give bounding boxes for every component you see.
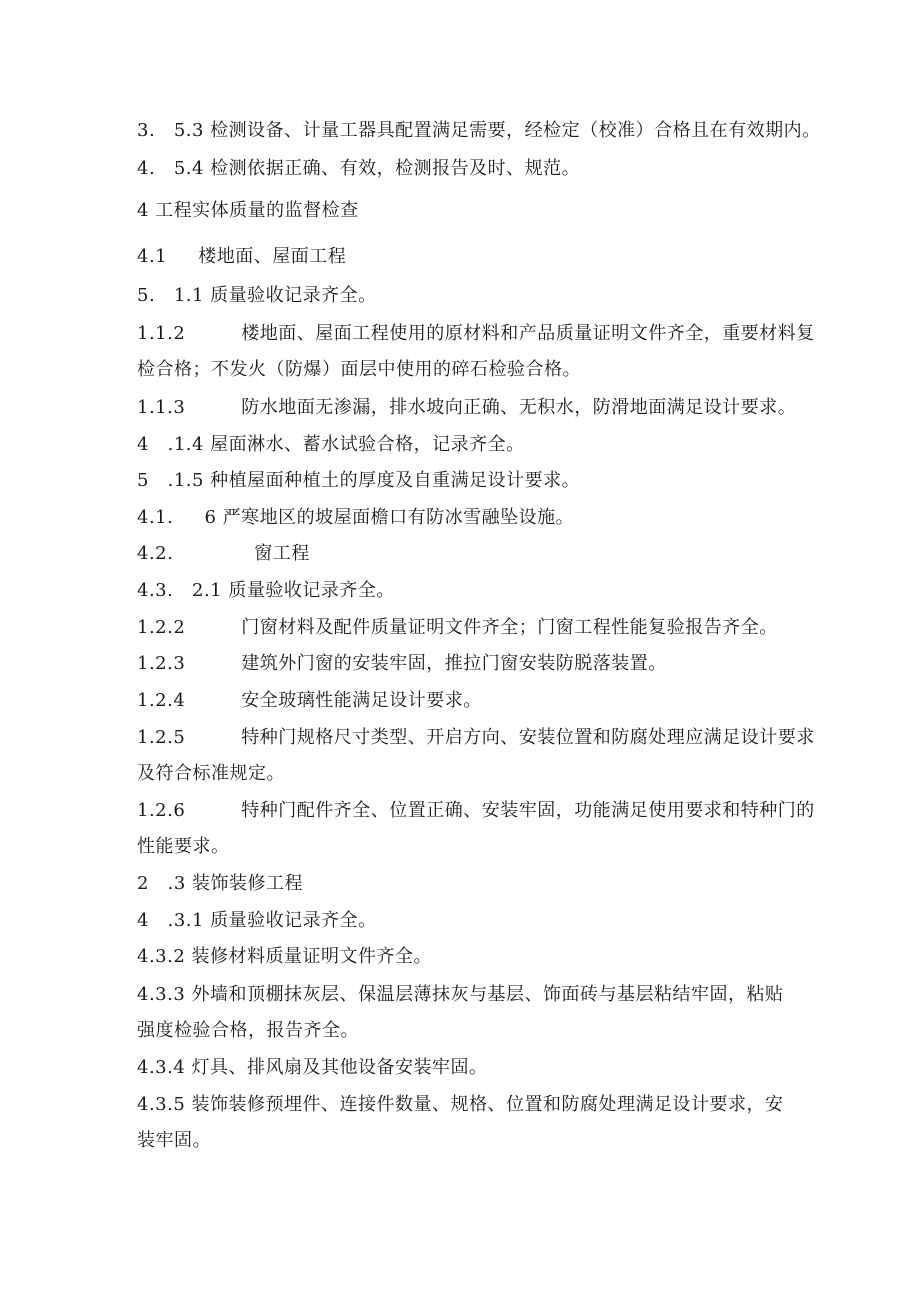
text-line: 4.3.2 装修材料质量证明文件齐全。: [137, 946, 433, 967]
text-line: 1.2.4 安全玻璃性能满足设计要求。: [137, 690, 482, 711]
text-line: 4.3.5 装饰装修预埋件、连接件数量、规格、位置和防腐处理满足设计要求，安: [137, 1094, 784, 1115]
text-line: 3. 5.3 检测设备、计量工器具配置满足需要，经检定（校准）合格且在有效期内。: [137, 120, 821, 141]
section-heading: 4 工程实体质量的监督检查: [137, 200, 359, 221]
subsection-heading: 2 .3 装饰装修工程: [137, 873, 304, 894]
subsection-heading: 4.2. 窗工程: [137, 543, 310, 564]
text-line: 4.3.4 灯具、排风扇及其他设备安装牢固。: [137, 1057, 488, 1078]
text-line: 装牢固。: [137, 1130, 211, 1151]
text-line: 1.2.6 特种门配件齐全、位置正确、安装牢固，功能满足使用要求和特种门的: [137, 800, 815, 821]
subsection-heading: 4.1 楼地面、屋面工程: [137, 246, 347, 267]
text-line: 检合格；不发火（防爆）面层中使用的碎石检验合格。: [137, 359, 581, 380]
text-line: 1.2.2 门窗材料及配件质量证明文件齐全；门窗工程性能复验报告齐全。: [137, 617, 778, 638]
text-line: 5 .1.5 种植屋面种植土的厚度及自重满足设计要求。: [137, 470, 581, 491]
text-line: 4.3. 2.1 质量验收记录齐全。: [137, 580, 395, 601]
text-line: 强度检验合格，报告齐全。: [137, 1020, 359, 1041]
text-line: 4.3.3 外墙和顶棚抹灰层、保温层薄抹灰与基层、饰面砖与基层粘结牢固，粘贴: [137, 984, 784, 1005]
text-line: 4. 5.4 检测依据正确、有效，检测报告及时、规范。: [137, 158, 581, 179]
text-line: 1.2.3 建筑外门窗的安装牢固，推拉门窗安装防脱落装置。: [137, 653, 667, 674]
text-line: 性能要求。: [137, 836, 230, 857]
text-line: 及符合标准规定。: [137, 763, 285, 784]
text-line: 4.1. 6 严寒地区的坡屋面檐口有防冰雪融坠设施。: [137, 507, 575, 528]
text-line: 1.1.3 防水地面无渗漏，排水坡向正确、无积水，防滑地面满足设计要求。: [137, 397, 797, 418]
text-line: 4 .1.4 屋面淋水、蓄水试验合格，记录齐全。: [137, 434, 525, 455]
text-line: 1.1.2 楼地面、屋面工程使用的原材料和产品质量证明文件齐全，重要材料复: [137, 323, 815, 344]
text-line: 4 .3.1 质量验收记录齐全。: [137, 910, 377, 931]
text-line: 5. 1.1 质量验收记录齐全。: [137, 285, 377, 306]
text-line: 1.2.5 特种门规格尺寸类型、开启方向、安装位置和防腐处理应满足设计要求: [137, 727, 815, 748]
